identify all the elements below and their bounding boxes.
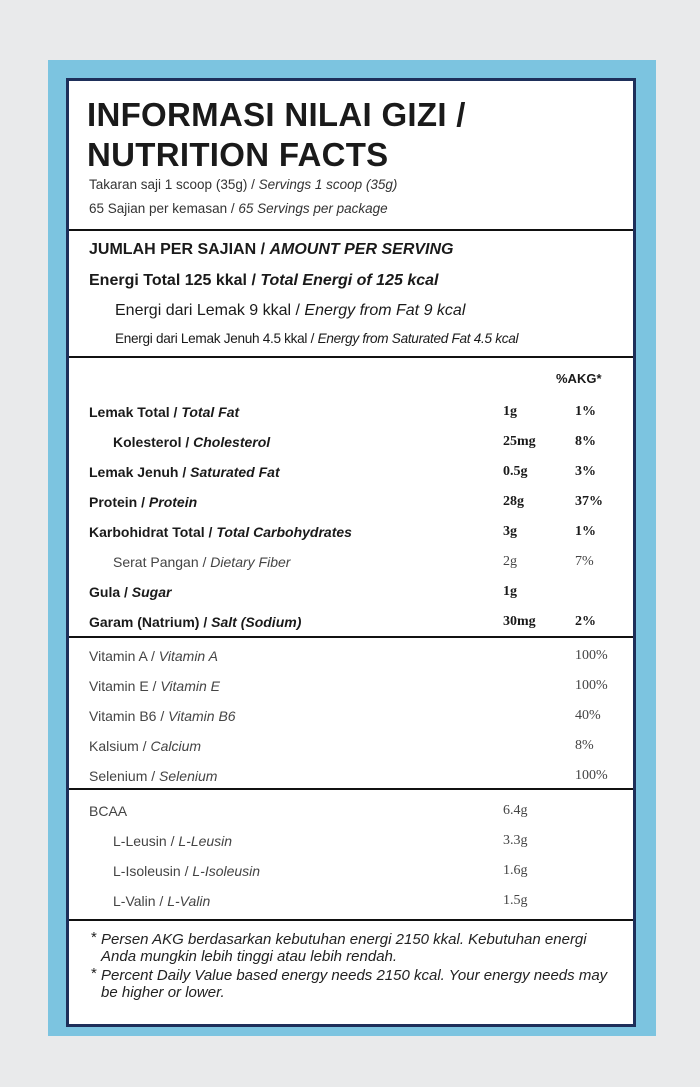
nutrient-label bbox=[113, 554, 290, 570]
amount-header-en: AMOUNT PER SERVING bbox=[269, 241, 454, 258]
nutrient-amount: 25mg bbox=[503, 434, 536, 449]
label-en: Vitamin B6 bbox=[168, 708, 236, 724]
footnote-en-text: Percent Daily Value based energy needs 2150 kcal. Your energy needs may be higher or lower. bbox=[101, 967, 608, 1001]
vitamin-row-vitamin-a bbox=[89, 648, 633, 668]
total-energy bbox=[89, 272, 438, 290]
label-id: Lemak Jenuh / bbox=[89, 464, 191, 480]
nutrient-amount: 0.5g bbox=[503, 464, 528, 479]
nutrient-row-salt-sodium bbox=[89, 614, 633, 634]
servings-per-package bbox=[89, 201, 388, 216]
vitamin-row-selenium bbox=[89, 768, 633, 788]
footnote-id bbox=[91, 931, 621, 965]
divider bbox=[69, 919, 633, 921]
serving-size-en: Servings 1 scoop (35g) bbox=[258, 177, 398, 192]
nutrient-label bbox=[89, 614, 301, 630]
label-en: Sugar bbox=[131, 584, 172, 600]
bcaa-amount: 6.4g bbox=[503, 803, 528, 818]
label-id: Karbohidrat Total / bbox=[89, 524, 217, 540]
nutrient-akg: 8% bbox=[575, 434, 596, 449]
nutrient-label bbox=[89, 584, 171, 600]
nutrient-akg: 2% bbox=[575, 614, 596, 629]
footnote-star: * bbox=[91, 965, 97, 982]
nutrient-amount: 28g bbox=[503, 494, 524, 509]
footnotes bbox=[91, 931, 621, 1001]
label-id: Kolesterol / bbox=[113, 434, 194, 450]
nutrient-label bbox=[89, 404, 239, 420]
energy-satfat-en: Energy from Saturated Fat 4.5 kcal bbox=[317, 331, 519, 346]
energy-fat-en: Energy from Fat 9 kcal bbox=[304, 302, 466, 319]
vitamin-label bbox=[89, 678, 220, 694]
energy-fat-id: Energi dari Lemak 9 kkal / bbox=[115, 302, 305, 319]
label-id: Gula / bbox=[89, 584, 132, 600]
nutrient-amount: 2g bbox=[503, 554, 517, 569]
label-id: Protein / bbox=[89, 494, 149, 510]
nutrient-row-total-fat bbox=[89, 404, 633, 424]
amount-header-id: JUMLAH PER SAJIAN / bbox=[89, 241, 270, 258]
label-id: Selenium / bbox=[89, 768, 160, 784]
divider bbox=[69, 229, 633, 231]
bcaa-row-leusin bbox=[89, 833, 633, 853]
akg-column-header: %AKG* bbox=[556, 371, 602, 386]
label-en: Selenium bbox=[159, 768, 218, 784]
footnote-star: * bbox=[91, 929, 97, 946]
bcaa-amount: 1.6g bbox=[503, 863, 528, 878]
vitamin-row-vitamin-e bbox=[89, 678, 633, 698]
nutrient-label bbox=[89, 464, 280, 480]
label-id: L-Valin / bbox=[113, 893, 168, 909]
divider bbox=[69, 356, 633, 358]
vitamin-akg: 100% bbox=[575, 678, 608, 693]
nutrition-facts-panel bbox=[66, 78, 636, 1027]
nutrient-label bbox=[113, 434, 270, 450]
label-en: L-Valin bbox=[167, 893, 211, 909]
nutrient-akg: 1% bbox=[575, 404, 596, 419]
label-id: Serat Pangan / bbox=[113, 554, 211, 570]
amount-per-serving-header bbox=[89, 241, 453, 259]
bcaa-label bbox=[113, 893, 210, 909]
serving-size-id: Takaran saji 1 scoop (35g) / bbox=[89, 177, 259, 192]
nutrient-row-protein bbox=[89, 494, 633, 514]
label-en: Cholesterol bbox=[193, 434, 271, 450]
label-en: Calcium bbox=[150, 738, 202, 754]
vitamin-akg: 100% bbox=[575, 768, 608, 783]
bcaa-label bbox=[113, 833, 232, 849]
label-id: L-Leusin / bbox=[113, 833, 179, 849]
energy-satfat-id: Energi dari Lemak Jenuh 4.5 kkal / bbox=[115, 331, 318, 346]
bcaa-amount: 3.3g bbox=[503, 833, 528, 848]
footnote-en bbox=[91, 967, 621, 1001]
label-en: Saturated Fat bbox=[190, 464, 280, 480]
vitamin-label bbox=[89, 708, 236, 724]
vitamin-akg: 100% bbox=[575, 648, 608, 663]
label-en: Vitamin A bbox=[158, 648, 218, 664]
nutrient-akg: 37% bbox=[575, 494, 603, 509]
servings-count-id: 65 Sajian per kemasan / bbox=[89, 201, 239, 216]
nutrient-akg: 1% bbox=[575, 524, 596, 539]
nutrient-akg: 3% bbox=[575, 464, 596, 479]
label-id: Garam (Natrium) / bbox=[89, 614, 212, 630]
label-en: L-Leusin bbox=[178, 833, 233, 849]
label-id: BCAA bbox=[89, 803, 128, 819]
bcaa-row-isoleusin bbox=[89, 863, 633, 883]
vitamin-row-calcium bbox=[89, 738, 633, 758]
vitamin-akg: 8% bbox=[575, 738, 594, 753]
label-en: Vitamin E bbox=[160, 678, 220, 694]
vitamin-akg: 40% bbox=[575, 708, 601, 723]
nutrient-row-sugar bbox=[89, 584, 633, 604]
label-en: Total Fat bbox=[181, 404, 240, 420]
label-id: Vitamin A / bbox=[89, 648, 159, 664]
nutrient-row-total-carbohydrates bbox=[89, 524, 633, 544]
page-title bbox=[87, 95, 466, 175]
energy-from-saturated-fat bbox=[115, 331, 518, 346]
label-id: Vitamin B6 / bbox=[89, 708, 169, 724]
divider bbox=[69, 636, 633, 638]
bcaa-label bbox=[89, 803, 127, 819]
vitamin-label bbox=[89, 648, 218, 664]
nutrient-row-dietary-fiber bbox=[89, 554, 633, 574]
servings-count-en: 65 Servings per package bbox=[238, 201, 388, 216]
bcaa-row-valin bbox=[89, 893, 633, 913]
nutrient-amount: 1g bbox=[503, 584, 517, 599]
bcaa-row-total bbox=[89, 803, 633, 823]
nutrient-akg: 7% bbox=[575, 554, 594, 569]
nutrient-amount: 1g bbox=[503, 404, 517, 419]
bcaa-label bbox=[113, 863, 260, 879]
serving-size bbox=[89, 177, 397, 192]
label-id: L-Isoleusin / bbox=[113, 863, 193, 879]
nutrient-amount: 30mg bbox=[503, 614, 536, 629]
nutrient-label bbox=[89, 524, 352, 540]
vitamin-label bbox=[89, 768, 217, 784]
vitamin-label bbox=[89, 738, 201, 754]
label-en: L-Isoleusin bbox=[192, 863, 261, 879]
title-line-1: INFORMASI NILAI GIZI / bbox=[87, 96, 466, 133]
label-id: Kalsium / bbox=[89, 738, 151, 754]
label-id: Vitamin E / bbox=[89, 678, 161, 694]
nutrient-label bbox=[89, 494, 197, 510]
bcaa-amount: 1.5g bbox=[503, 893, 528, 908]
divider bbox=[69, 788, 633, 790]
energy-from-fat bbox=[115, 302, 465, 320]
title-line-2: NUTRITION FACTS bbox=[87, 136, 389, 173]
label-en: Dietary Fiber bbox=[210, 554, 291, 570]
vitamin-row-vitamin-b6 bbox=[89, 708, 633, 728]
total-energy-en: Total Energi of 125 kcal bbox=[260, 272, 439, 289]
label-en: Total Carbohydrates bbox=[216, 524, 352, 540]
total-energy-id: Energi Total 125 kkal / bbox=[89, 272, 261, 289]
label-en: Salt (Sodium) bbox=[211, 614, 302, 630]
label-en: Protein bbox=[148, 494, 198, 510]
footnote-id-text: Persen AKG berdasarkan kebutuhan energi 2150 kkal. Kebutuhan energi Anda mungkin lebih tinggi atau lebih rendah. bbox=[101, 931, 587, 965]
nutrient-row-saturated-fat bbox=[89, 464, 633, 484]
label-id: Lemak Total / bbox=[89, 404, 182, 420]
nutrient-row-cholesterol bbox=[89, 434, 633, 454]
nutrient-amount: 3g bbox=[503, 524, 517, 539]
